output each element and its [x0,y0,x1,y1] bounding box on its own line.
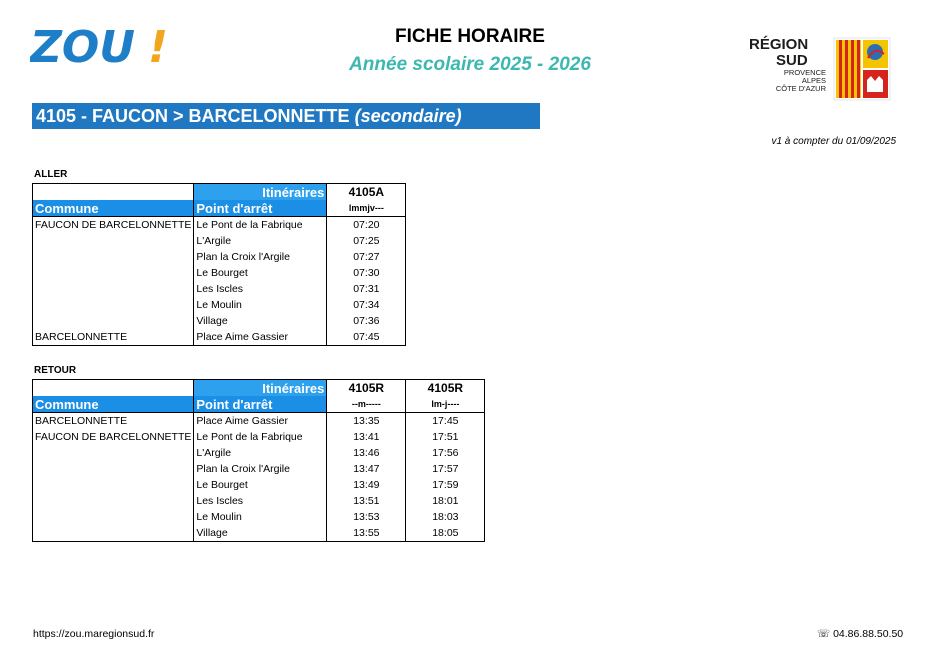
aller-itineraries-label: Itinéraires [194,184,327,201]
table-row: L'Argile 13:46 17:56 [33,445,485,461]
aller-timetable [32,183,406,346]
retour-itineraries-label: Itinéraires [194,380,327,397]
retour-header-blank [33,380,194,397]
region-sud-logo [746,34,896,104]
retour-commune-header: Commune [33,396,194,413]
route-subtitle: (secondaire) [354,106,462,126]
table-row: Plan la Croix l'Argile 07:27 [33,249,406,265]
retour-days-2: lm-j---- [406,396,485,413]
zou-logo [30,22,180,72]
retour-code-1: 4105R [327,380,406,397]
retour-section-label: RETOUR [34,365,77,376]
aller-stop-header: Point d'arrêt [194,200,327,217]
table-row: Le Bourget 13:49 17:59 [33,477,485,493]
aller-section-label: ALLER [34,169,68,180]
region-logo-line2: SUD [776,52,808,69]
retour-stop-header: Point d'arrêt [194,396,327,413]
footer-phone-number: 04.86.88.50.50 [833,628,904,640]
svg-text:ALPES: ALPES [801,76,826,85]
svg-text:CÔTE D'AZUR: CÔTE D'AZUR [775,84,826,93]
footer-website-link[interactable]: https://zou.maregionsud.fr [33,628,155,640]
table-row: Les Iscles 13:51 18:01 [33,493,485,509]
svg-text:!: ! [148,22,169,72]
aller-commune-header: Commune [33,200,194,217]
route-title-banner [32,103,540,129]
page-title: FICHE HORAIRE [395,26,545,47]
table-row: Le Bourget 07:30 [33,265,406,281]
aller-days-1: lmmjv--- [327,200,406,217]
table-row: Village 07:36 [33,313,406,329]
table-row: Le Moulin 13:53 18:03 [33,509,485,525]
retour-days-1: --m----- [327,396,406,413]
table-row: Les Iscles 07:31 [33,281,406,297]
retour-code-2: 4105R [406,380,485,397]
table-row: Le Moulin 07:34 [33,297,406,313]
table-row: L'Argile 07:25 [33,233,406,249]
table-row: BARCELONNETTE Place Aime Gassier 13:35 17:45 [33,413,485,430]
table-row: Village 13:55 18:05 [33,525,485,542]
school-year-subtitle: Année scolaire 2025 - 2026 [349,54,591,75]
version-note: v1 à compter du 01/09/2025 [771,136,896,147]
aller-header-blank [33,184,194,201]
table-row: FAUCON DE BARCELONNETTE Le Pont de la Fabrique 13:41 17:51 [33,429,485,445]
aller-code-1: 4105A [327,184,406,201]
svg-text:ZOU: ZOU [30,22,136,72]
table-row: FAUCON DE BARCELONNETTE Le Pont de la Fabrique 07:20 [33,217,406,234]
phone-icon: ☏ [817,628,831,640]
svg-text:PROVENCE: PROVENCE [783,68,826,77]
region-logo-line1: RÉGION [749,36,809,53]
table-row: Plan la Croix l'Argile 13:47 17:57 [33,461,485,477]
coat-of-arms-icon [834,38,890,100]
table-row: BARCELONNETTE Place Aime Gassier 07:45 [33,329,406,346]
route-title: 4105 - FAUCON > BARCELONNETTE [36,106,350,126]
footer-phone [817,628,903,640]
retour-timetable [32,379,485,542]
